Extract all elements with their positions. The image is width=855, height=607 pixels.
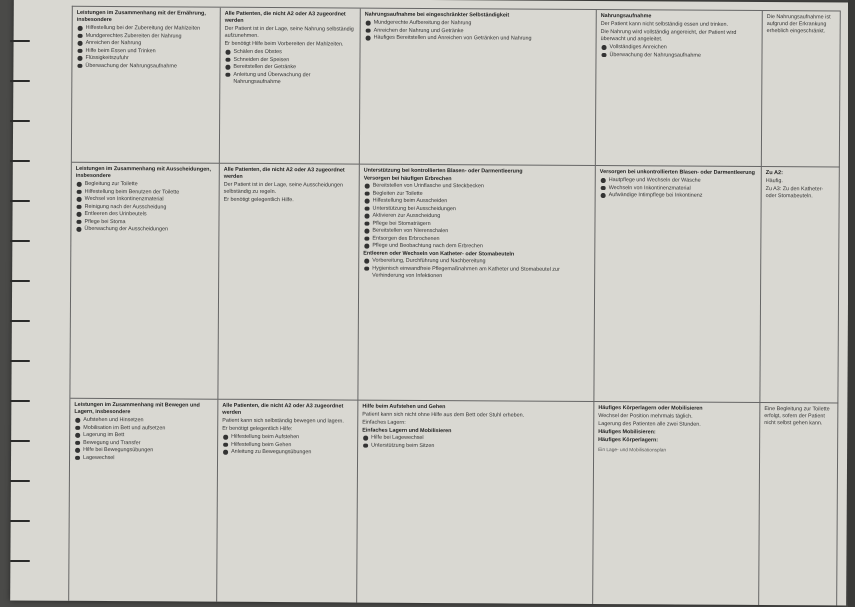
bullet-item: Hilfestellung beim Gehen <box>222 441 353 449</box>
bullet-list <box>363 183 590 229</box>
cell-paragraph: Der Patient ist in der Lage, seine Nahrung selbständig aufzunehmen. <box>224 25 354 39</box>
cell-paragraph: Der Patient ist in der Lage, seine Ausscheidungen selbständig zu regeln. <box>223 181 344 196</box>
bullet-item: Aktivieren zur Ausscheidung <box>363 213 590 221</box>
bullet-item: Überwachung der Ausscheidungen <box>75 226 214 234</box>
bullet-list <box>363 258 590 281</box>
cell-title: Unterstützung bei kontrollierten Blasen- oder Darmentleerung <box>363 167 523 175</box>
bullet-item: Hilfestellung beim Benutzen der Toilette <box>76 188 215 196</box>
table-cell <box>69 399 218 603</box>
binder-ring <box>10 520 30 522</box>
bullet-item: Pflege bei Stoma <box>75 218 214 226</box>
bullet-item: Pflege und Beobachtung nach dem Erbrechen <box>363 243 590 251</box>
cell-paragraph: Einfaches Lagern: <box>362 419 406 426</box>
cell-paragraph: Die Nahrungsaufnahme ist aufgrund der Erkrankung erheblich eingeschränkt. <box>766 14 831 35</box>
cell-subtitle: Entleeren oder Wechseln von Katheter- oder Stomabeuteln <box>363 250 515 258</box>
bullet-item: Unterstützung bei Ausscheidungen <box>364 205 591 213</box>
bullet-item: Mobilisation im Bett und aufsetzen <box>74 424 213 432</box>
binder-rings <box>0 0 20 607</box>
page-edge-shadow <box>848 0 855 607</box>
bullet-item: Anleitung zu Bewegungsübungen <box>222 449 353 457</box>
bullet-item: Mundgerechtes Zubereiten der Nahrung <box>77 32 216 40</box>
binder-ring <box>10 480 30 482</box>
binder-ring <box>10 320 30 322</box>
binder-ring <box>10 120 30 122</box>
cell-subtitle: Häufiges Mobilisieren: <box>598 429 656 436</box>
bullet-item: Überwachung der Nahrungsaufnahme <box>76 62 215 70</box>
cell-title: Leistungen im Zusammenhang mit Ausscheidungen, insbesondere <box>75 165 212 180</box>
binder-ring <box>10 560 30 562</box>
cell-title: Zu A2: <box>765 170 784 177</box>
table-cell <box>72 7 221 164</box>
cell-title: Hilfe beim Aufstehen und Gehen <box>362 403 446 411</box>
bullet-item: Begleitung zur Toilette <box>76 181 215 189</box>
cell-paragraph: Eine Begleitung zur Toilette erfolgt, sofern der Patient nicht selbst gehen kann. <box>764 406 830 427</box>
bullet-item: Mundgerechte Aufbereitung der Nahrung <box>365 20 592 28</box>
bullet-item: Lagewechsel <box>74 454 213 462</box>
bullet-item: Bereitstellen von Urinflasche und Steckbecken <box>364 183 591 191</box>
bullet-item: Bewegung und Transfer <box>74 439 213 447</box>
bullet-item: Hilfestellung beim Aufstehen <box>222 434 353 442</box>
binder-ring <box>10 440 30 442</box>
table-cell <box>759 403 838 606</box>
bullet-item: Anleitung und Überwachung der Nahrungsaufnahme <box>224 71 355 86</box>
bullet-item: Lagerung im Bett <box>74 432 213 440</box>
bullet-item: Begleiten zur Toilette <box>364 190 591 198</box>
care-level-table <box>68 6 841 606</box>
cell-subtitle: Häufiges Körperlagern: <box>598 437 659 444</box>
bullet-item: Pflege bei Stomaträgern <box>363 220 590 228</box>
bullet-item: Bereitstellen der Getränke <box>224 64 355 72</box>
table-cell <box>357 401 594 605</box>
bullet-item: Vorbereitung, Durchführung und Nachbereitung <box>363 258 590 266</box>
table-cell <box>762 11 841 167</box>
cell-paragraph: Patient kann sich nicht ohne Hilfe aus dem Bett oder Stuhl erheben. <box>362 411 525 419</box>
cell-paragraph: Er benötigt gelegentlich Hilfe. <box>223 196 294 204</box>
bullet-item: Aufstehen und Hinsetzen <box>74 417 213 425</box>
bullet-list <box>365 20 592 43</box>
bullet-item: Hygienisch einwandfreie Pflegemaßnahmen am Katheter und Stomabeutel zur Verhinderung von Infektionen <box>363 265 590 280</box>
bullet-item: Reinigung nach der Ausscheidung <box>76 203 215 211</box>
bullet-list <box>362 435 589 451</box>
table-cell <box>760 167 839 403</box>
table-cell <box>596 10 763 167</box>
bullet-list <box>600 177 757 200</box>
bullet-item: Wechseln von Inkontinenzmaterial <box>600 185 757 193</box>
bullet-item: Überwachung der Nahrungsaufnahme <box>600 52 757 60</box>
cell-title: Alle Patienten, die nicht A2 oder A3 zugeordnet werden <box>222 402 344 416</box>
bullet-list <box>363 228 590 251</box>
bullet-list <box>224 49 355 86</box>
bullet-item: Häufiges Bereitstellen und Anreichen von Getränken und Nahrung <box>365 35 592 43</box>
document-sheet <box>10 0 850 606</box>
cell-footnote: Ein Lage- und Mobilisationsplan <box>598 448 667 454</box>
cell-paragraph: Häufig. <box>765 178 783 185</box>
cell-paragraph: Patient kann sich selbständig bewegen und lagern. <box>222 417 344 425</box>
bullet-item: Anreichen der Nahrung <box>77 40 216 48</box>
binder-ring <box>10 160 30 162</box>
bullet-item: Aufwändige Intimpflege bei Inkontinenz <box>600 192 757 200</box>
table-cell <box>360 9 597 166</box>
cell-title: Häufiges Körperlagern oder Mobilisieren <box>598 405 703 412</box>
binder-ring <box>10 40 30 42</box>
binder-ring <box>10 80 30 82</box>
bullet-list <box>74 417 213 462</box>
table-cell <box>70 163 219 400</box>
cell-paragraph: Wechsel der Position mehrmals täglich. <box>598 413 693 420</box>
binder-ring <box>10 400 30 402</box>
bullet-item: Flüssigkeitszufuhr <box>76 55 215 63</box>
cell-paragraph: Der Patient kann nicht selbständig essen und trinken. <box>600 21 729 28</box>
cell-title: Versorgen bei unkontrollierten Blasen- oder Darmentleerung <box>599 169 755 176</box>
bullet-list <box>222 434 353 457</box>
table-cell <box>220 8 361 165</box>
binder-ring <box>10 360 30 362</box>
table-cell <box>594 166 761 403</box>
bullet-item: Schälen des Obstes <box>224 49 355 57</box>
bullet-item: Bereitstellen von Nierenschalen <box>363 228 590 236</box>
bullet-list <box>600 44 757 59</box>
cell-paragraph: Er benötigt Hilfe beim Vorbereiten der Mahlzeiten. <box>224 40 344 48</box>
bullet-item: Schneiden der Speisen <box>224 56 355 64</box>
bullet-item: Hilfe bei Lagewechsel <box>362 435 589 443</box>
cell-title: Nahrungsaufnahme bei eingeschränkter Selbständigkeit <box>364 11 510 19</box>
cell-paragraph: Lagerung des Patienten alle zwei Stunden. <box>598 421 701 428</box>
table-cell <box>358 165 595 402</box>
table-cell <box>217 400 358 604</box>
cell-paragraph: Zu A3: Zu den Katheter- oder Stomabeuteln. <box>765 186 824 200</box>
bullet-item: Unterstützung beim Sitzen <box>362 442 589 450</box>
bullet-list <box>76 25 215 70</box>
binder-ring <box>10 240 30 242</box>
table-cell <box>218 164 359 401</box>
cell-subtitle: Einfaches Lagern und Mobilisieren <box>362 427 452 435</box>
bullet-item: Hilfestellung beim Ausscheiden <box>364 198 591 206</box>
cell-paragraph: Er benötigt gelegentlich Hilfe: <box>222 425 293 433</box>
binder-ring <box>10 200 30 202</box>
binder-ring <box>10 280 30 282</box>
bullet-item: Wechsel von Inkontinenzmaterial <box>76 196 215 204</box>
bullet-item: Entsorgen des Erbrochenen <box>363 235 590 243</box>
bullet-item: Anreichen der Nahrung und Getränke <box>365 27 592 35</box>
cell-title: Leistungen im Zusammenhang mit Bewegen und Lagern, insbesondere <box>74 401 200 416</box>
bullet-item: Entleeren des Urinbeutels <box>76 211 215 219</box>
cell-paragraph: Die Nahrung wird vollständig angereicht, der Patient wird überwacht und angeleitet. <box>600 29 737 43</box>
table-cell <box>593 402 760 606</box>
bullet-item: Vollständiges Anreichen <box>601 44 758 52</box>
bullet-item: Hilfe beim Essen und Trinken <box>77 47 216 55</box>
cell-title: Alle Patienten, die nicht A2 oder A3 zugeordnet werden <box>224 10 346 24</box>
cell-subtitle: Versorgen bei häufigen Erbrechen <box>363 175 452 183</box>
cell-title: Alle Patienten, die nicht A2 oder A3 zugeordnet werden <box>223 166 345 180</box>
bullet-list <box>75 181 214 234</box>
cell-title: Nahrungsaufnahme <box>600 13 652 20</box>
bullet-item: Hilfe bei Bewegungsübungen <box>74 447 213 455</box>
cell-title: Leistungen im Zusammenhang mit der Ernährung, insbesondere <box>76 9 206 24</box>
bullet-item: Hilfestellung bei der Zubereitung der Mahlzeiten <box>77 25 216 33</box>
bullet-item: Hautpflege und Wechseln der Wäsche <box>600 177 757 185</box>
